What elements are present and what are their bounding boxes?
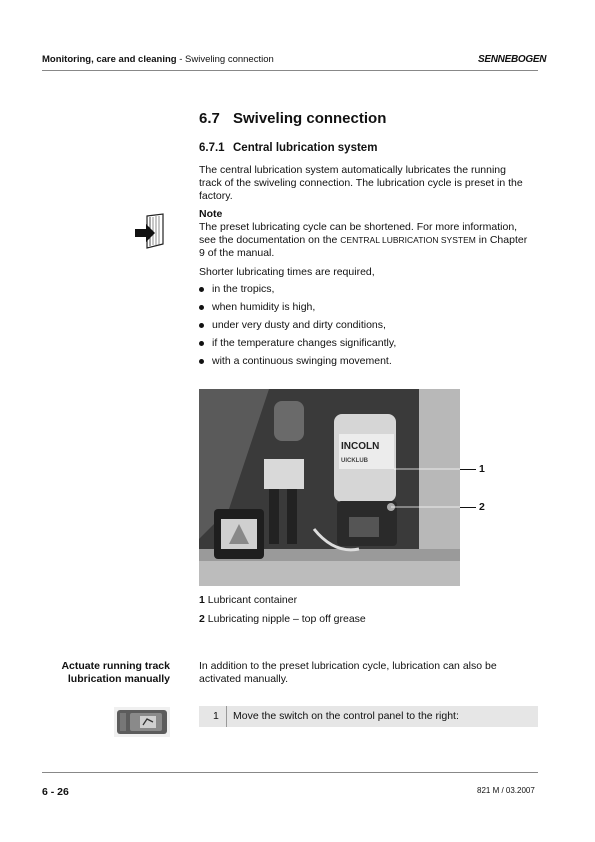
caption-1: [199, 594, 297, 606]
step-number: 1: [213, 710, 219, 722]
manual-paragraph: [199, 660, 539, 686]
photo-brand-sublabel: UICKLUB: [341, 458, 368, 464]
running-header: [42, 54, 274, 65]
note-line: 9 of the manual.: [199, 247, 275, 259]
step-text: Move the switch on the control panel to the right:: [233, 710, 459, 722]
header-section: Monitoring, care and cleaning: [42, 54, 177, 65]
subsection-heading: [199, 142, 377, 154]
intro-line: track of the swiveling connection. The lubrication cycle is preset in the: [199, 177, 523, 189]
header-subsection: - Swiveling connection: [176, 54, 274, 65]
side-heading: [42, 660, 170, 686]
shorter-times-text: Shorter lubricating times are required,: [199, 266, 375, 278]
note-label: Note: [199, 208, 223, 220]
caption-text: Lubricant container: [207, 594, 298, 606]
subsection-number: 6.7.1: [199, 142, 225, 154]
list-item: in the tropics,: [199, 283, 396, 301]
instruction-step: [199, 706, 538, 727]
note-paragraph: [199, 221, 539, 260]
control-switch-icon: [114, 707, 170, 737]
sennebogen-logo: SENNEBOGEN: [478, 54, 547, 65]
callout-leader: [460, 507, 476, 508]
note-line: [199, 234, 539, 247]
intro-paragraph: [199, 164, 539, 203]
section-title: Swiveling connection: [233, 110, 387, 127]
caption-number: 1: [199, 594, 205, 606]
callout-leader: [460, 469, 476, 470]
section-number: 6.7: [199, 110, 220, 127]
note-reference: CENTRAL LUBRICATION SYSTEM: [340, 235, 476, 245]
side-heading-line: Actuate running track: [61, 660, 170, 672]
list-item: when humidity is high,: [199, 301, 396, 319]
page-number: 6 - 26: [42, 786, 69, 798]
section-heading: [199, 110, 386, 127]
callout-2: 2: [479, 501, 485, 513]
intro-line: The central lubrication system automatically lubricates the running: [199, 164, 506, 176]
note-line: The preset lubricating cycle can be shortened. For more information,: [199, 221, 518, 233]
caption-text: Lubricating nipple – top off grease: [207, 613, 366, 625]
list-item: under very dusty and dirty conditions,: [199, 319, 396, 337]
list-item: with a continuous swinging movement.: [199, 355, 396, 373]
caption-number: 2: [199, 613, 205, 625]
note-text: in Chapter: [475, 234, 528, 246]
step-divider: [226, 706, 227, 727]
callout-1: 1: [479, 463, 485, 475]
note-book-icon: [133, 212, 173, 252]
subsection-title: Central lubrication system: [233, 142, 378, 154]
note-text: see the documentation on the: [199, 234, 341, 246]
header-rule: [42, 70, 538, 71]
caption-2: [199, 613, 366, 625]
manual-line: In addition to the preset lubrication cycle, lubrication can also be: [199, 660, 497, 672]
lubrication-unit-photo: [199, 389, 460, 586]
intro-line: factory.: [199, 190, 233, 202]
photo-brand-label: INCOLN: [341, 441, 380, 452]
side-heading-line: lubrication manually: [67, 673, 170, 685]
conditions-list: [199, 283, 396, 373]
manual-line: activated manually.: [199, 673, 289, 685]
footer-rule: [42, 772, 538, 773]
document-id: 821 M / 03.2007: [477, 786, 535, 795]
list-item: if the temperature changes significantly,: [199, 337, 396, 355]
